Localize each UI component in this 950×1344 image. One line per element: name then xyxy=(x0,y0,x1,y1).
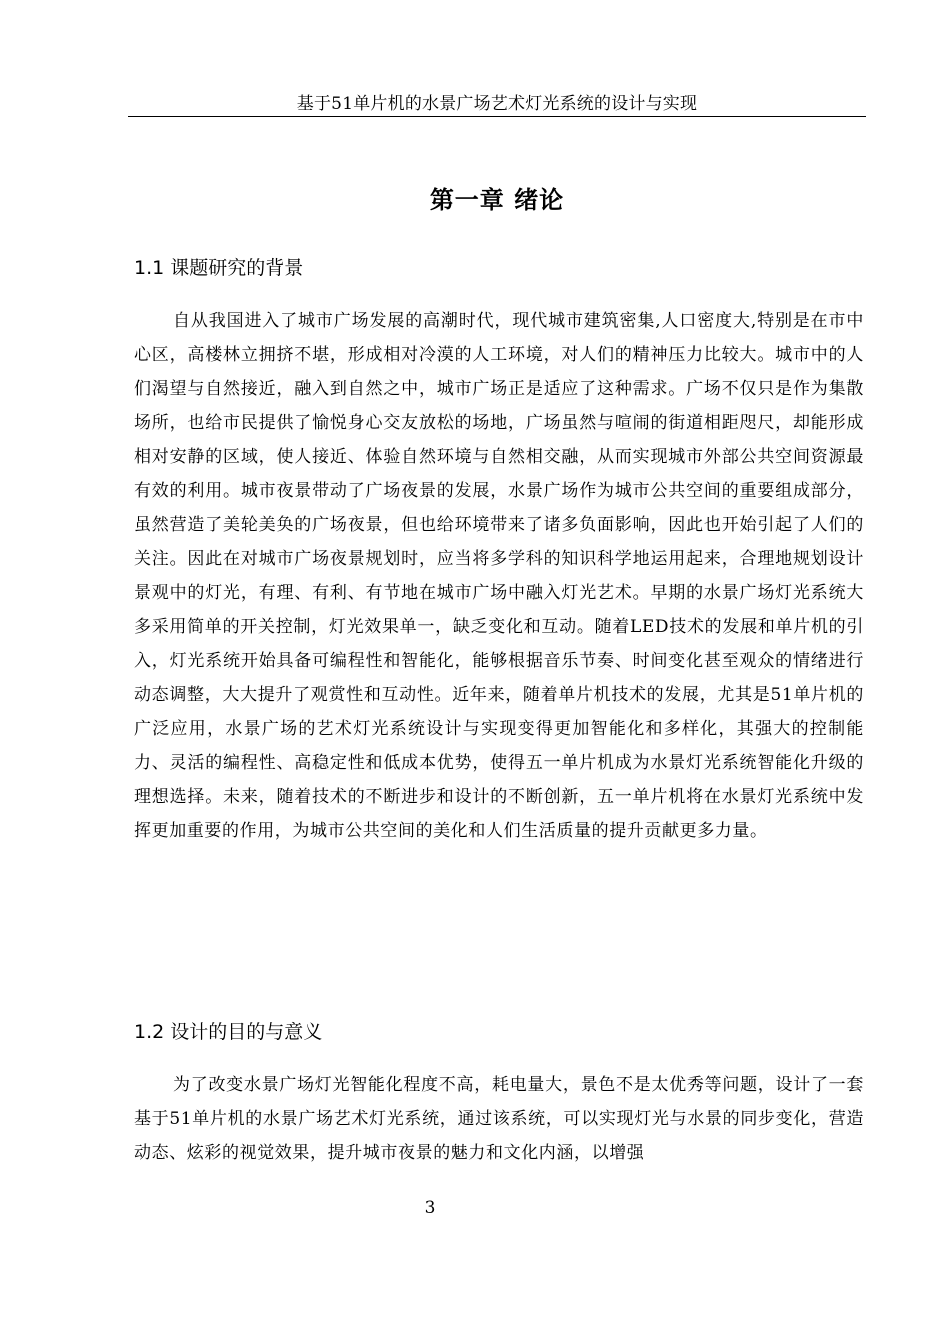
body-paragraph-purpose: 为了改变水景广场灯光智能化程度不高，耗电量大，景色不是太优秀等问题，设计了一套基于51单片机的水景广场艺术灯光系统，通过该系统，可以实现灯光与水景的同步变化，营造动态、炫彩的视觉效果，提升城市夜景的魅力和文化内涵，以增强 xyxy=(134,1075,864,1163)
running-header: 基于51单片机的水景广场艺术灯光系统的设计与实现 xyxy=(296,94,698,114)
chapter-title: 第一章 绪论 xyxy=(429,186,565,214)
body-paragraph-background: 自从我国进入了城市广场发展的高潮时代，现代城市建筑密集,人口密度大,特别是在市中心区，高楼林立拥挤不堪，形成相对冷漠的人工环境，对人们的精神压力比较大。城市中的人们渴望与自然接近，融入到自然之中，城市广场正是适应了这种需求。广场不仅只是作为集散场所，也给市民提供了愉悦身心交友放松的场地，广场虽然与喧闹的街道相距咫尺，却能形成相对安静的区域，使人接近、体验自然环境与自然相交融，从而实现城市外部公共空间资源最有效的利用。城市夜景带动了广场夜景的发展，水景广场作为城市公共空间的重要组成部分，虽然营造了美轮美奂的广场夜景，但也给环境带来了诸多负面影响，因此也开始引起了人们的关注。因此在对城市广场夜景规划时，应当将多学科的知识科学地运用起来，合理地规划设计景观中的灯光，有理、有利、有节地在城市广场中融入灯光艺术。早期的水景广场灯光系统大多采用简单的开关控制，灯光效果单一，缺乏变化和互动。随着LED技术的发展和单片机的引入，灯光系统开始具备可编程性和智能化，能够根据音乐节奏、时间变化甚至观众的情绪进行动态调整，大大提升了观赏性和互动性。近年来，随着单片机技术的发展，尤其是51单片机的广泛应用，水景广场的艺术灯光系统设计与实现变得更加智能化和多样化，其强大的控制能力、灵活的编程性、高稳定性和低成本优势，使得五一单片机成为水景灯光系统智能化升级的理想选择。未来，随着技术的不断进步和设计的不断创新，五一单片机将在水景灯光系统中发挥更加重要的作用，为城市公共空间的美化和人们生活质量的提升贡献更多力量。 xyxy=(134,311,864,841)
page-number: 3 xyxy=(424,1198,436,1218)
section-heading-1-2: 1.2 设计的目的与意义 xyxy=(134,1021,323,1043)
header-rule xyxy=(128,116,866,117)
section-heading-1-1: 1.1 课题研究的背景 xyxy=(134,257,304,279)
